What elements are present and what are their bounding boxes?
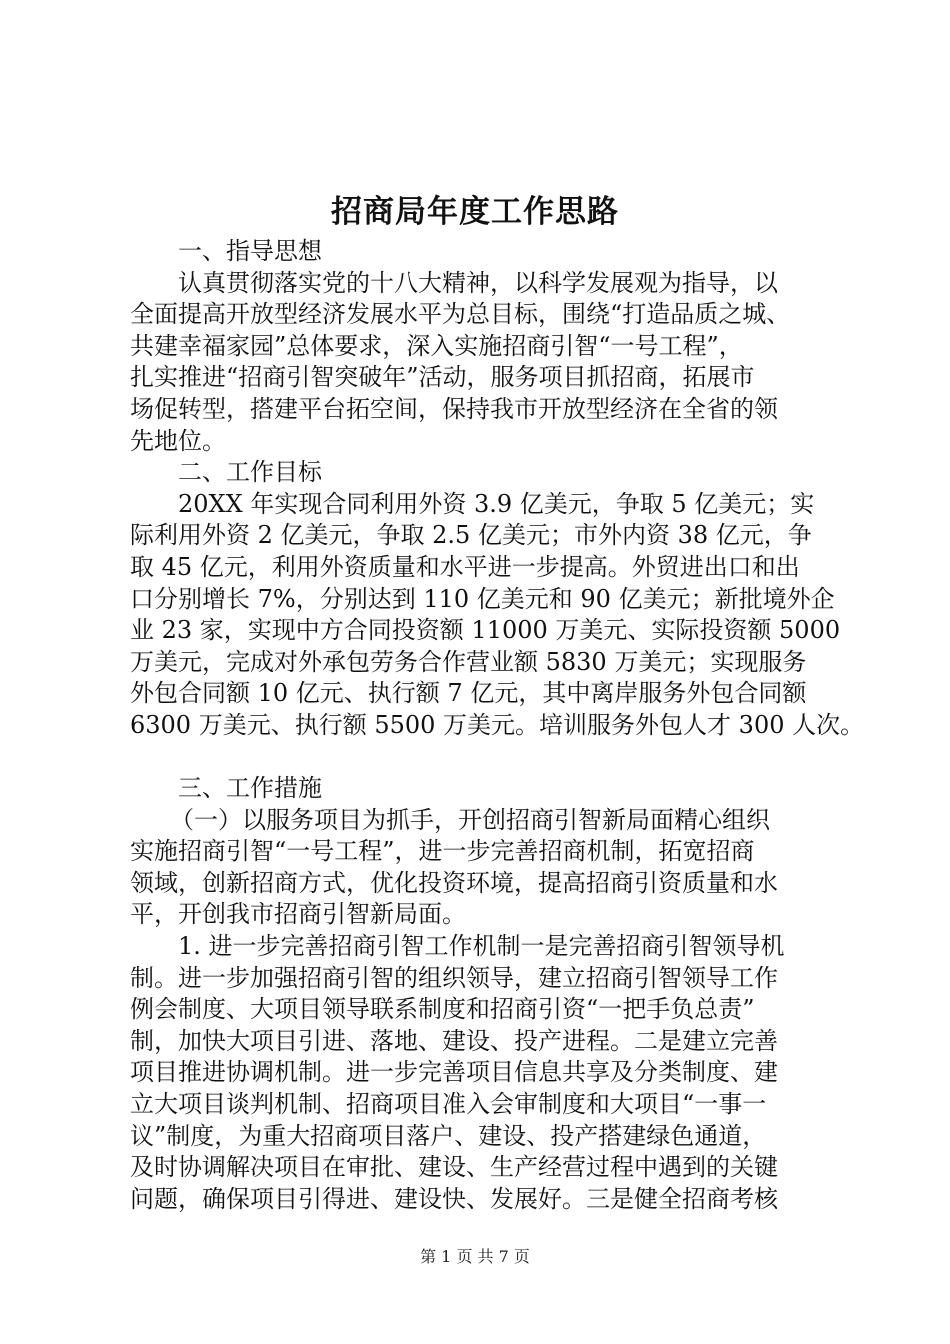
paragraph-line: 共建幸福家园”总体要求，深入实施招商引智“一号工程”，	[130, 331, 743, 360]
paragraph-line: 6300 万美元、执行额 5500 万美元。培训服务外包人才 300 人次。	[130, 710, 865, 739]
document-body	[130, 236, 865, 1215]
paragraph-line: 制。进一步加强招商引智的组织领导，建立招商引智领导工作	[130, 963, 778, 992]
paragraph-line: 平，开创我市招商引智新局面。	[130, 900, 466, 929]
paragraph-line: 1. 进一步完善招商引智工作机制一是完善招商引智领导机	[178, 932, 785, 961]
paragraph-line: 扎实推进“招商引智突破年”活动，服务项目抓招商，拓展市	[130, 363, 755, 392]
paragraph-line: 立大项目谈判机制、招商项目准入会审制度和大项目“一事一	[130, 1090, 767, 1119]
paragraph-line: 问题，确保项目引得进、建设快、发展好。三是健全招商考核	[130, 1184, 778, 1213]
paragraph-line: 口分别增长 7%，分别达到 110 亿美元和 90 亿美元；新批境外企	[130, 584, 835, 613]
paragraph-line: 业 23 家，实现中方合同投资额 11000 万美元、实际投资额 5000	[130, 616, 841, 645]
paragraph-line: 20XX 年实现合同利用外资 3.9 亿美元，争取 5 亿美元；实	[178, 489, 815, 518]
paragraph-line: 取 45 亿元，利用外资质量和水平进一步提高。外贸进出口和出	[130, 552, 800, 581]
paragraph-spacer	[130, 742, 832, 774]
paragraph-line: 议”制度，为重大招商项目落户、建设、投产搭建绿色通道，	[130, 1121, 767, 1150]
paragraph-line: 场促转型，搭建平台拓空间，保持我市开放型经济在全省的领	[130, 394, 778, 423]
paragraph-line: 例会制度、大项目领导联系制度和招商引资“一把手负总责”	[130, 995, 755, 1024]
paragraph-line: 万美元，完成对外承包劳务合作营业额 5830 万美元；实现服务	[130, 647, 807, 676]
paragraph-line: 及时协调解决项目在审批、建设、生产经营过程中遇到的关键	[130, 1153, 778, 1182]
page-footer: 第 1 页 共 7 页	[420, 1247, 530, 1266]
paragraph-line: 全面提高开放型经济发展水平为总目标，围绕“打造品质之城、	[130, 300, 791, 329]
document-title: 招商局年度工作思路	[331, 194, 619, 230]
section-heading-work-goals: 二、工作目标	[178, 458, 322, 487]
paragraph-line: 外包合同额 10 亿元、执行额 7 亿元，其中离岸服务外包合同额	[130, 679, 807, 708]
paragraph-line: 认真贯彻落实党的十八大精神，以科学发展观为指导，以	[178, 268, 778, 297]
paragraph-line: 领域，创新招商方式，优化投资环境，提高招商引资质量和水	[130, 868, 778, 897]
paragraph-line: 际利用外资 2 亿美元，争取 2.5 亿美元；市外内资 38 亿元，争	[130, 521, 812, 550]
paragraph-line: （一）以服务项目为抓手，开创招商引智新局面精心组织	[170, 805, 770, 834]
paragraph-line: 实施招商引智“一号工程”，进一步完善招商机制，拓宽招商	[130, 837, 755, 866]
section-heading-guiding-thought: 一、指导思想	[178, 237, 322, 265]
paragraph-line: 先地位。	[130, 426, 226, 455]
paragraph-line: 制，加快大项目引进、落地、建设、投产进程。二是建立完善	[130, 1026, 778, 1055]
paragraph-line: 项目推进协调机制。进一步完善项目信息共享及分类制度、建	[130, 1058, 778, 1087]
section-heading-work-measures: 三、工作措施	[178, 774, 322, 803]
